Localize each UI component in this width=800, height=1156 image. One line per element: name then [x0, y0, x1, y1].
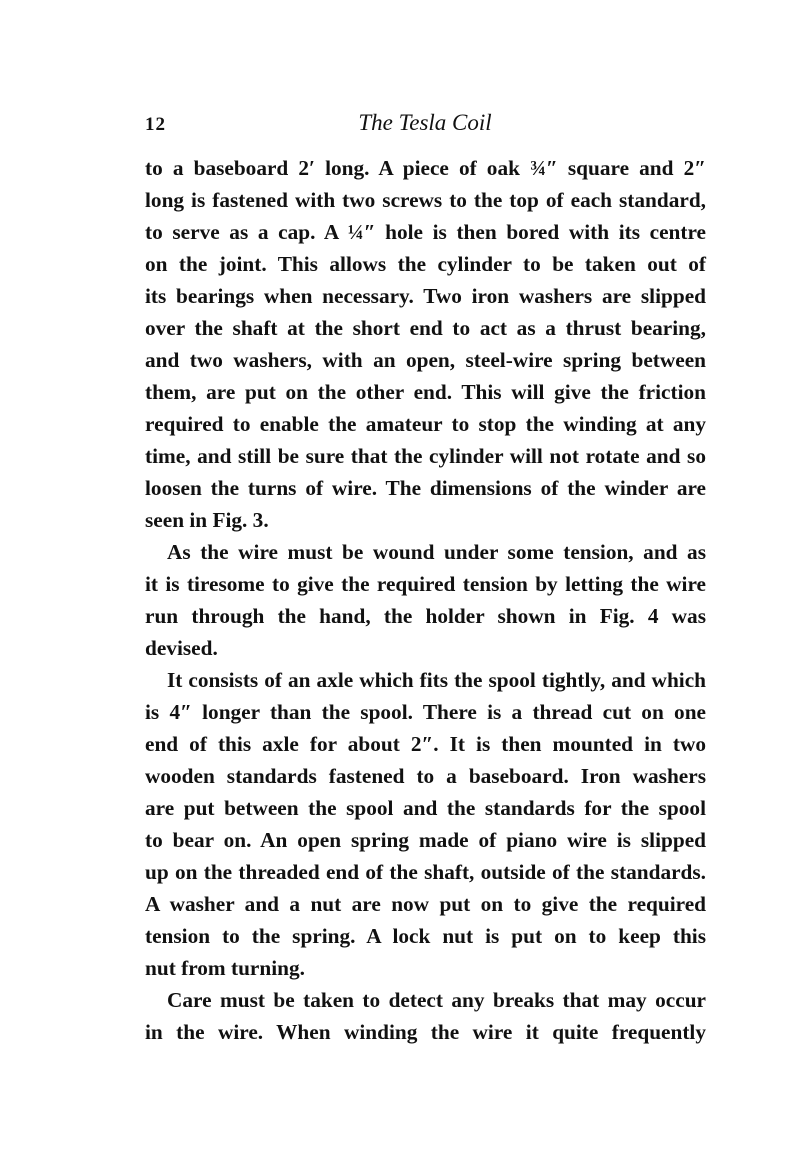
paragraph: [145, 664, 706, 984]
text-line: end of this axle for about 2″. It is then mounted in two: [145, 732, 706, 756]
text-line: devised.: [145, 636, 218, 660]
text-line: its bearings when necessary. Two iron washers are slipped: [145, 284, 706, 308]
running-head: [145, 110, 705, 142]
text-line: on the joint. This allows the cylinder to be taken out of: [145, 252, 706, 276]
text-line: tension to the spring. A lock nut is put on to keep this: [145, 924, 706, 948]
paragraph: [145, 536, 706, 664]
text-line: wooden standards fastened to a baseboard. Iron washers: [145, 764, 706, 788]
text-line: run through the hand, the holder shown in Fig. 4 was: [145, 604, 706, 628]
text-line: to a baseboard 2′ long. A piece of oak ¾″ square and 2″: [145, 156, 706, 180]
text-line: As the wire must be wound under some tension, and as: [167, 540, 706, 564]
text-line: and two washers, with an open, steel-wire spring between: [145, 348, 706, 372]
text-line: It consists of an axle which fits the spool tightly, and which: [167, 668, 706, 692]
text-line: time, and still be sure that the cylinder will not rotate and so: [145, 444, 706, 468]
running-title: The Tesla Coil: [358, 110, 492, 135]
text-line: nut from turning.: [145, 956, 305, 980]
text-line: seen in Fig. 3.: [145, 508, 269, 532]
text-line: in the wire. When winding the wire it quite frequently: [145, 1020, 706, 1044]
page-number: 12: [145, 114, 166, 135]
text-line: it is tiresome to give the required tension by letting the wire: [145, 572, 706, 596]
text-line: is 4″ longer than the spool. There is a thread cut on one: [145, 700, 706, 724]
text-line: up on the threaded end of the shaft, outside of the standards.: [145, 860, 706, 884]
paragraph: [145, 984, 706, 1048]
text-line: over the shaft at the short end to act as a thrust bearing,: [145, 316, 706, 340]
body-text: [145, 152, 706, 1048]
text-line: long is fastened with two screws to the top of each standard,: [145, 188, 706, 212]
text-line: are put between the spool and the standards for the spool: [145, 796, 706, 820]
text-line: them, are put on the other end. This will give the friction: [145, 380, 706, 404]
text-line: to bear on. An open spring made of piano wire is slipped: [145, 828, 706, 852]
paragraph: [145, 152, 706, 536]
text-line: Care must be taken to detect any breaks that may occur: [167, 988, 706, 1012]
text-line: A washer and a nut are now put on to give the required: [145, 892, 706, 916]
text-line: loosen the turns of wire. The dimensions of the winder are: [145, 476, 706, 500]
text-line: required to enable the amateur to stop the winding at any: [145, 412, 706, 436]
text-line: to serve as a cap. A ¼″ hole is then bored with its centre: [145, 220, 706, 244]
